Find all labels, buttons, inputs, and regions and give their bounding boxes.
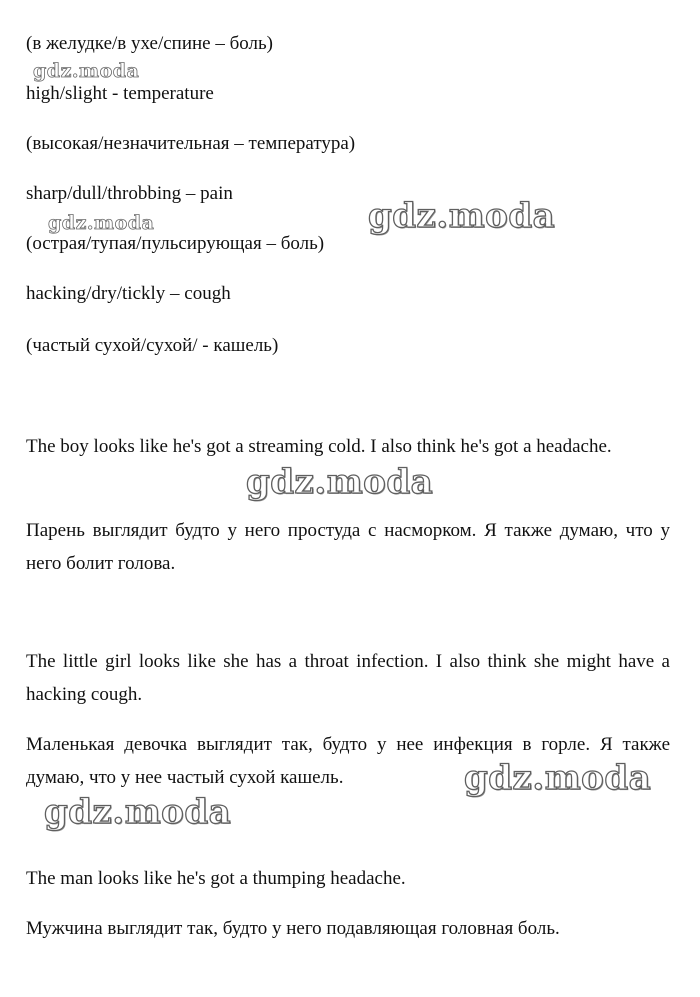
vocab-line: hacking/dry/tickly – cough — [26, 283, 231, 304]
vocab-line: (острая/тупая/пульсирующая – боль) — [26, 233, 325, 254]
paragraph-english: The little girl looks like she has a throat infection. I also think she might have a hacking cough. — [26, 651, 670, 705]
paragraph-russian: Парень выглядит будто у него простуда с насморком. Я также думаю, что у него болит голова. — [26, 520, 670, 574]
vocab-line: (в желудке/в ухе/спине – боль) — [26, 33, 273, 54]
watermark: gdz.moda — [48, 212, 155, 234]
vocab-line: high/slight - temperature — [26, 83, 214, 104]
paragraph-russian: Маленькая девочка выглядит так, будто у нее инфекция в горле. Я также думаю, что у нее частый сухой кашель. — [26, 734, 670, 788]
paragraph-english: The boy looks like he's got a streaming cold. I also think he's got a headache. — [26, 436, 612, 457]
watermark: gdz.moda — [464, 758, 652, 798]
watermark: gdz.moda — [44, 792, 232, 832]
paragraph-english: The man looks like he's got a thumping headache. — [26, 868, 406, 889]
watermark: gdz.moda — [246, 462, 434, 502]
vocab-line: sharp/dull/throbbing – pain — [26, 183, 233, 204]
paragraph-russian: Мужчина выглядит так, будто у него подавляющая головная боль. — [26, 918, 560, 939]
vocab-line: (высокая/незначительная – температура) — [26, 133, 356, 154]
vocab-line: (частый сухой/сухой/ - кашель) — [26, 335, 279, 356]
watermark: gdz.moda — [33, 60, 140, 82]
watermark: gdz.moda — [368, 196, 556, 236]
